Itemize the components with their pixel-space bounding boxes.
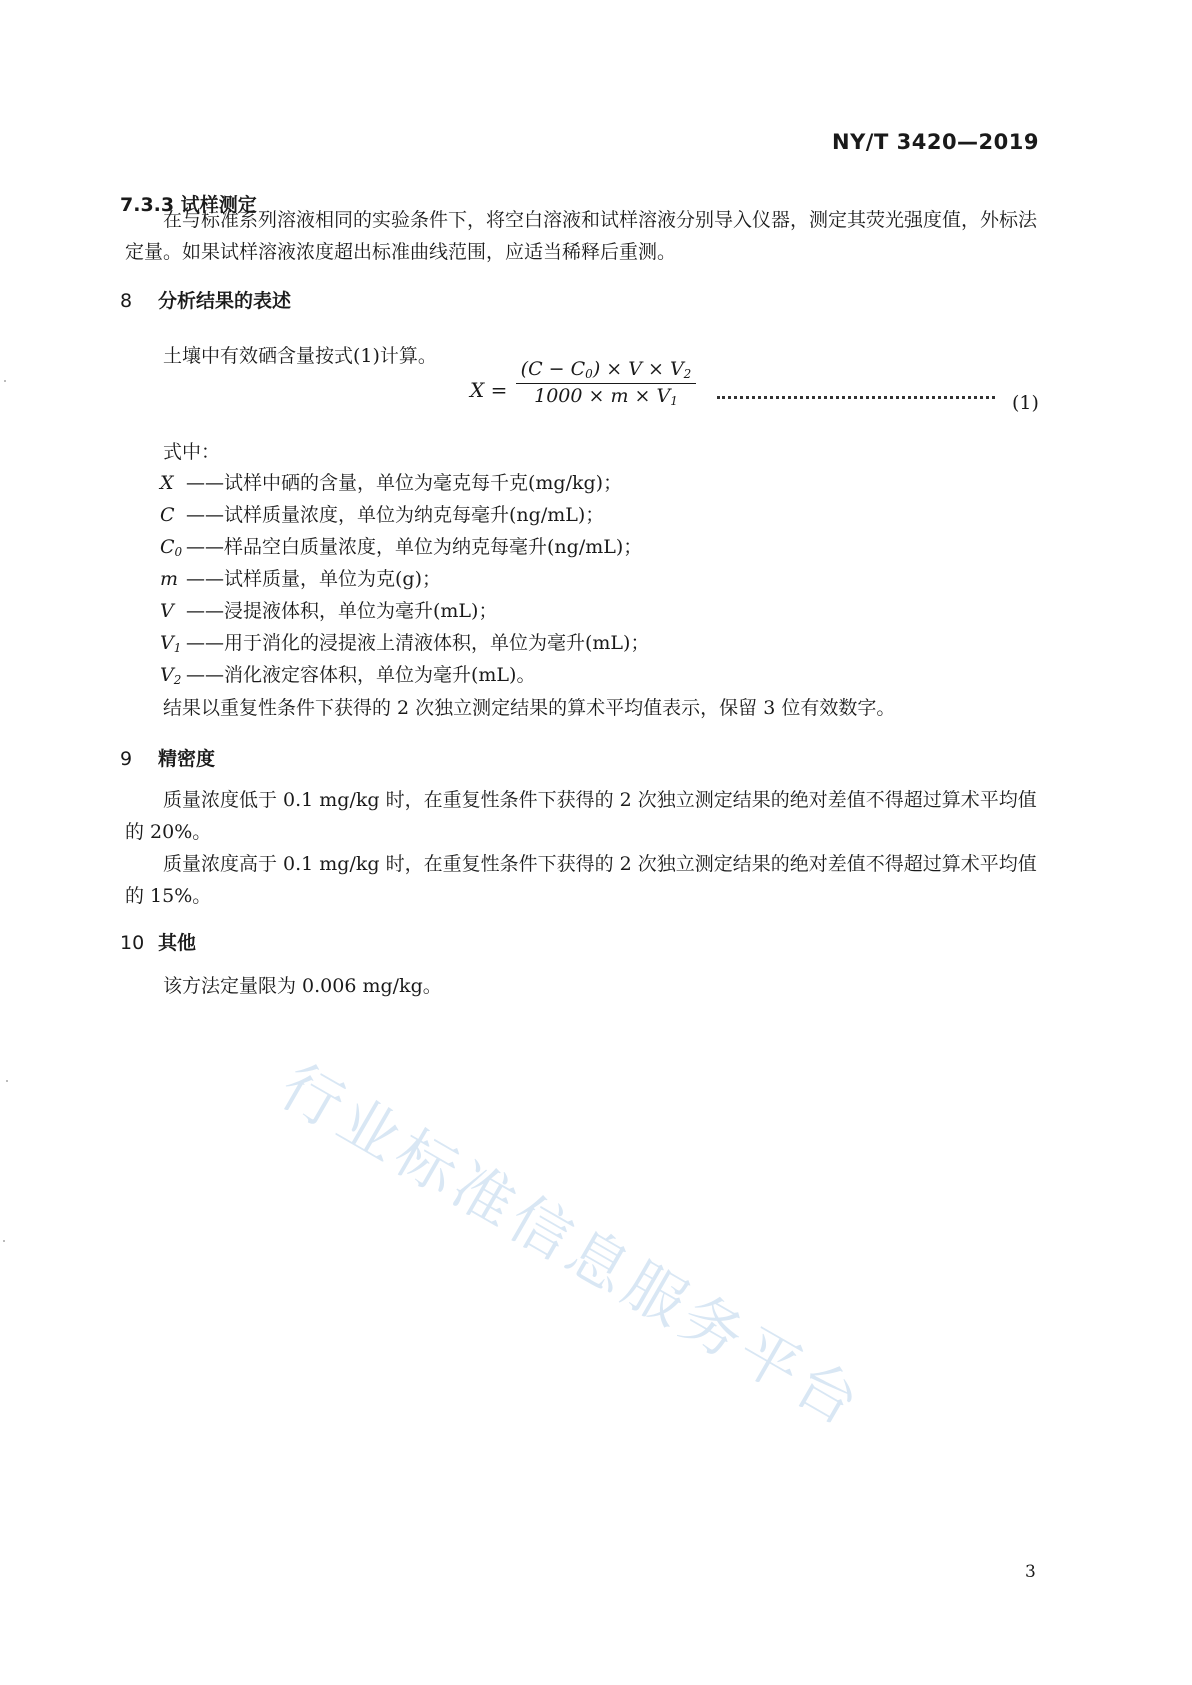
variable-definition: ——样品空白质量浓度，单位为纳克每毫升(ng/mL)； bbox=[186, 536, 643, 558]
variable-symbol: V bbox=[160, 600, 174, 622]
section-8-heading bbox=[120, 286, 291, 313]
scan-speck bbox=[4, 380, 6, 382]
scan-speck bbox=[6, 1080, 8, 1082]
variable-definition: ——试样中硒的含量，单位为毫克每千克(mg/kg)； bbox=[186, 472, 623, 494]
variable-definition: ——用于消化的浸提液上清液体积，单位为毫升(mL)； bbox=[186, 632, 650, 654]
where-label: 式中： bbox=[163, 441, 221, 463]
variable-symbol: m bbox=[160, 568, 179, 590]
variable-row bbox=[160, 468, 622, 495]
variable-row bbox=[160, 500, 604, 527]
variable-row bbox=[160, 532, 642, 559]
section-title: 其他 bbox=[158, 932, 197, 954]
precision-paragraph-low: 质量浓度低于 0.1 mg/kg 时，在重复性条件下获得的 2 次独立测定结果的绝对差值不得超过算术平均值的 20%。 bbox=[125, 789, 1037, 843]
formula-1 bbox=[470, 358, 692, 408]
section-number: 10 bbox=[120, 932, 145, 954]
formula-lhs: X = bbox=[470, 378, 508, 402]
section-9-heading bbox=[120, 744, 215, 771]
watermark: 行业标准信息服务平台 bbox=[268, 1051, 876, 1442]
section-title: 精密度 bbox=[158, 748, 216, 770]
quantification-limit: 该方法定量限为 0.006 mg/kg。 bbox=[163, 975, 442, 997]
formula-fraction bbox=[516, 358, 696, 408]
formula-denominator: $1000 \times m \times V_1$ bbox=[534, 385, 678, 408]
dot-leader bbox=[717, 396, 995, 399]
standard-number: NY/T 3420—2019 bbox=[832, 130, 1039, 154]
variable-row bbox=[160, 596, 497, 623]
section-number: 9 bbox=[120, 748, 133, 770]
variable-definition: ——消化液定容体积，单位为毫升(mL)。 bbox=[186, 664, 536, 686]
variable-definition: ——浸提液体积，单位为毫升(mL)； bbox=[186, 600, 498, 622]
variable-definition: ——试样质量浓度，单位为纳克每毫升(ng/mL)； bbox=[186, 504, 605, 526]
section-number: 8 bbox=[120, 290, 133, 312]
section-7-3-3-paragraph: 在与标准系列溶液相同的实验条件下，将空白溶液和试样溶液分别导入仪器，测定其荧光强度值，外标法定量。如果试样溶液浓度超出标准曲线范围，应适当稀释后重测。 bbox=[125, 209, 1038, 263]
variable-row bbox=[160, 628, 649, 655]
scan-speck bbox=[3, 1240, 5, 1242]
variable-symbol: C bbox=[160, 504, 175, 526]
variable-row bbox=[160, 660, 535, 687]
section-7-3-3-heading: 7.3.3 试样测定 bbox=[120, 194, 257, 216]
precision-paragraph-high: 质量浓度高于 0.1 mg/kg 时，在重复性条件下获得的 2 次独立测定结果的绝对差值不得超过算术平均值的 15%。 bbox=[125, 853, 1037, 907]
section-10-heading bbox=[120, 928, 196, 955]
formula-numerator: $(C - C_0) \times V \times V_2$ bbox=[516, 358, 696, 384]
variable-row bbox=[160, 564, 441, 591]
variable-definition: ——试样质量，单位为克(g)； bbox=[186, 568, 441, 590]
result-statement: 结果以重复性条件下获得的 2 次独立测定结果的算术平均值表示，保留 3 位有效数字。 bbox=[163, 697, 896, 719]
variable-symbol: $V_1$ bbox=[160, 632, 182, 655]
variable-symbol: X bbox=[160, 472, 174, 494]
variable-symbol: $V_2$ bbox=[160, 664, 182, 687]
formula-intro: 土壤中有效硒含量按式(1)计算。 bbox=[163, 345, 437, 367]
section-title: 分析结果的表述 bbox=[158, 290, 292, 312]
equation-number: (1) bbox=[1012, 392, 1039, 414]
variable-symbol: $C_0$ bbox=[160, 536, 183, 559]
page-number: 3 bbox=[1025, 1562, 1036, 1582]
